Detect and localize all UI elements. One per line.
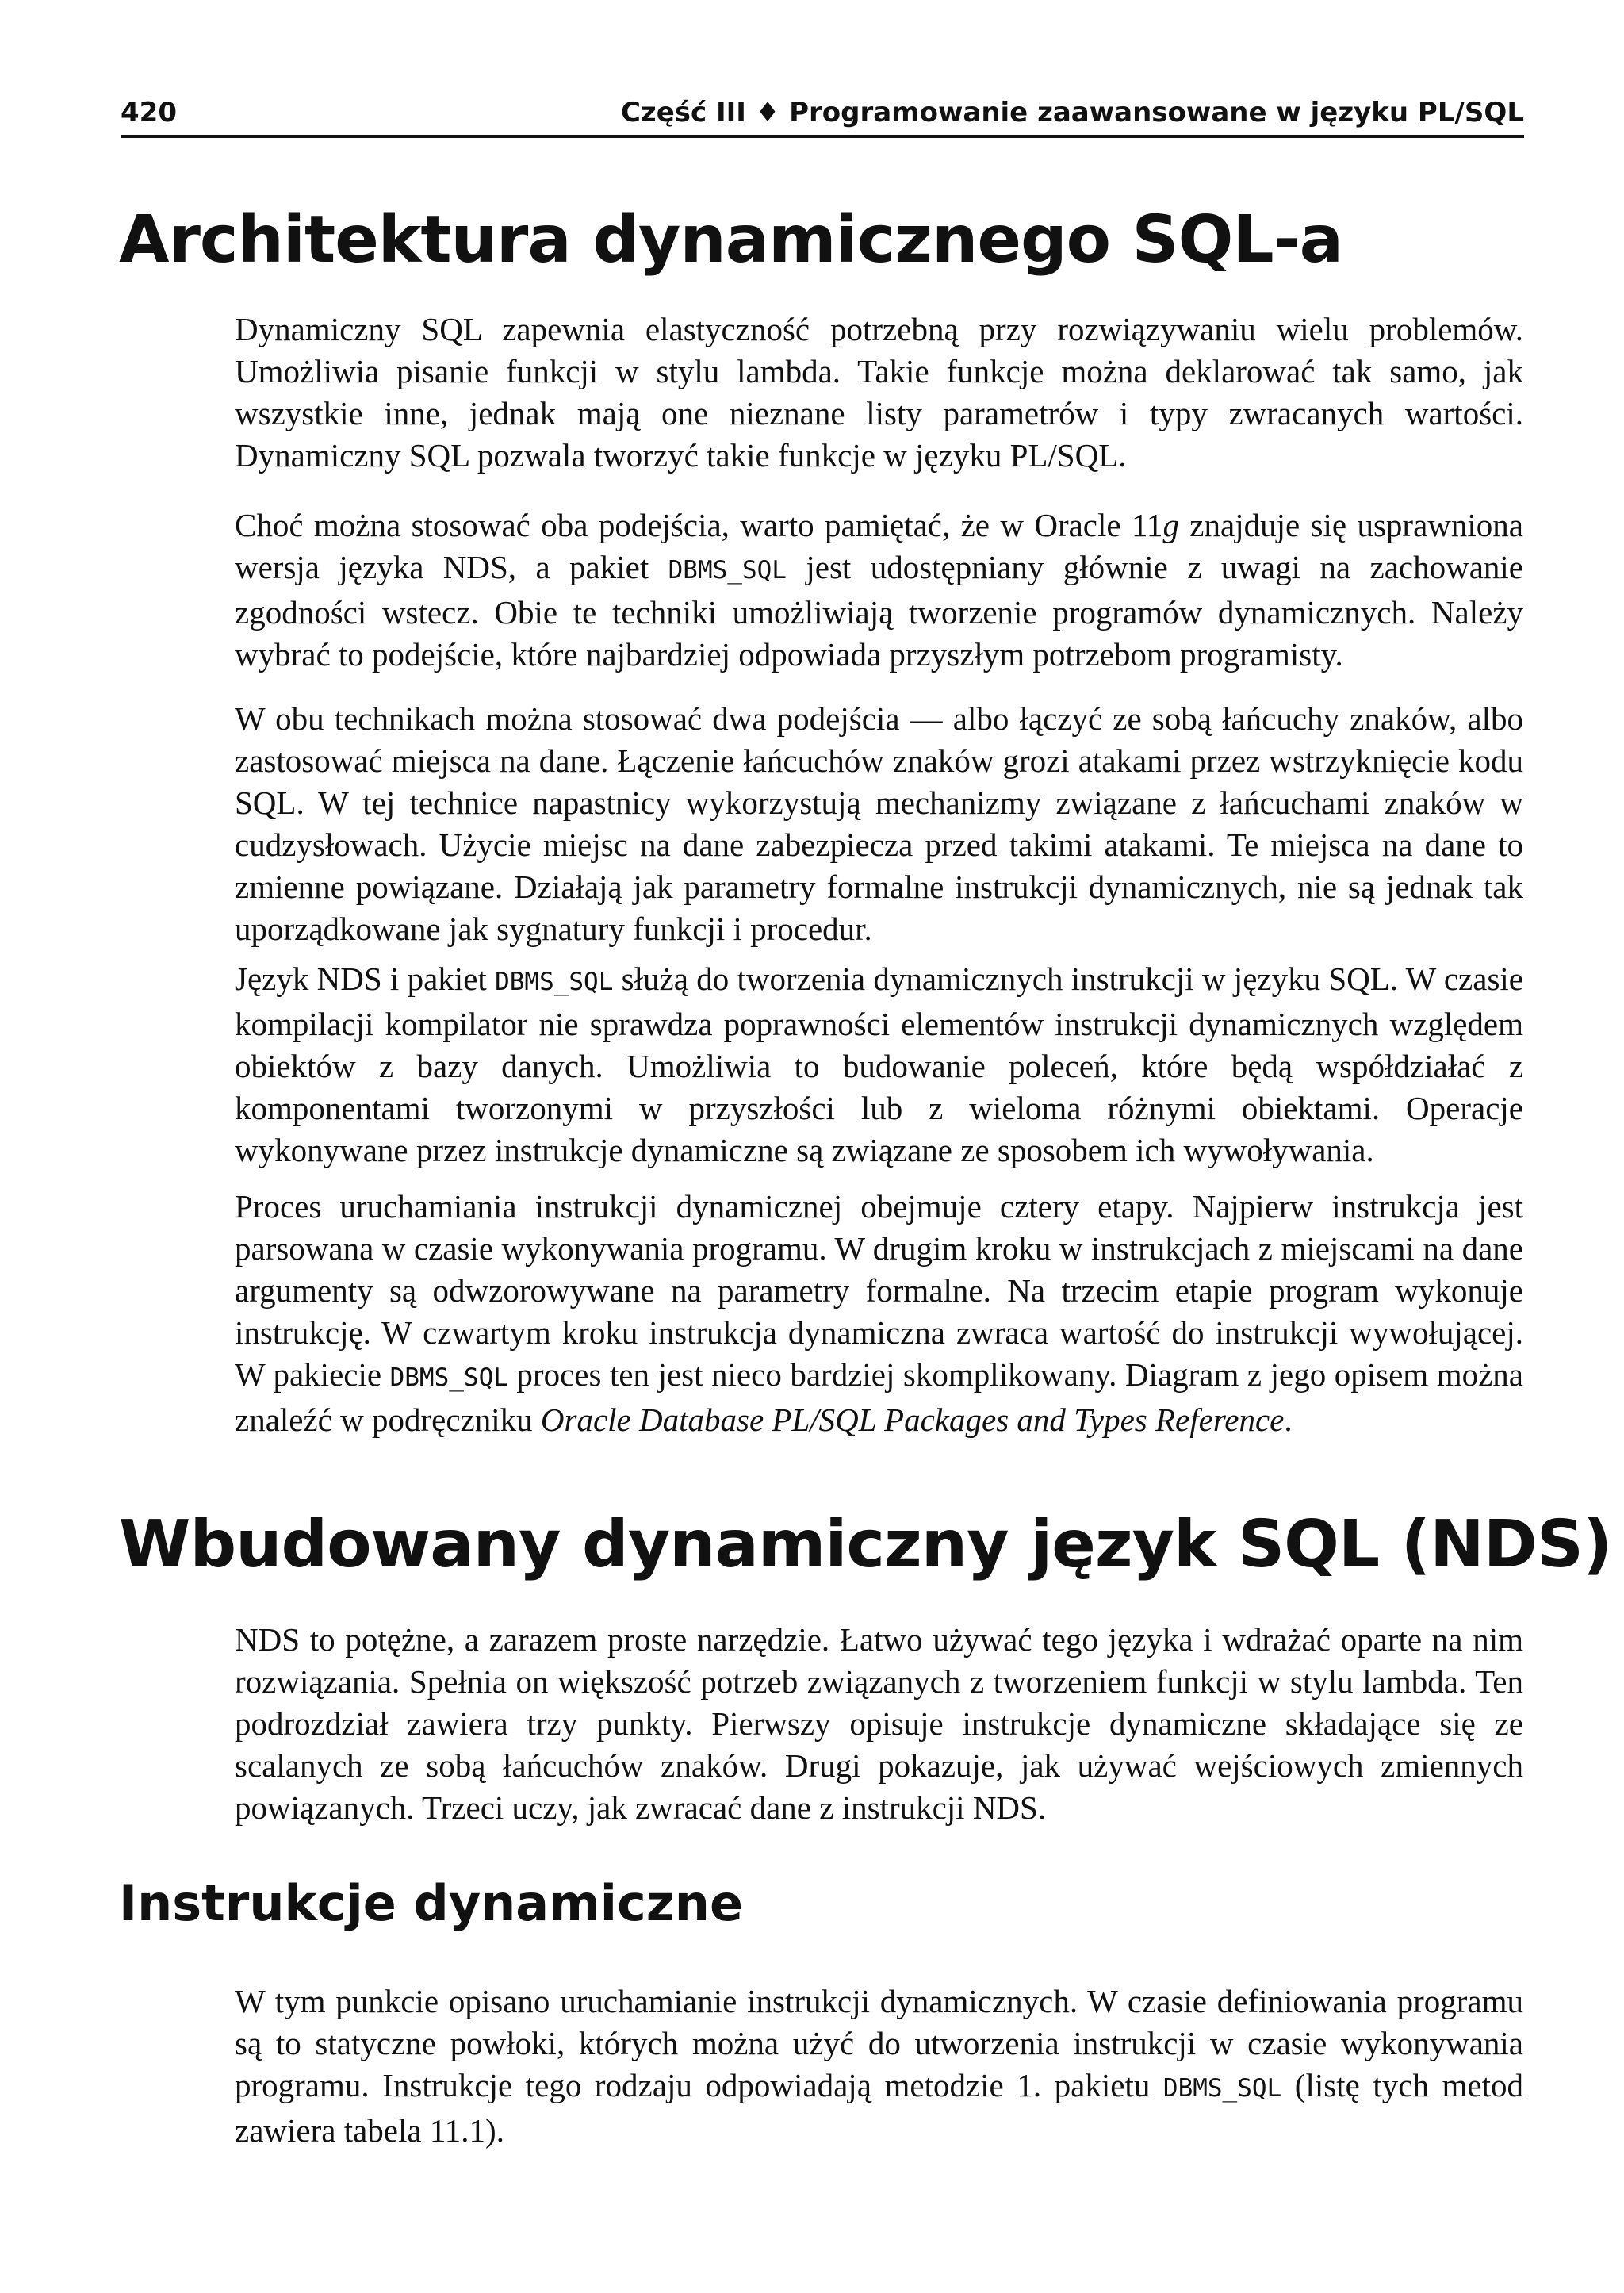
paragraph-process: Proces uruchamiania instrukcji dynamicznej obejmuje cztery etapy. Najpierw instrukcja jest parsowana w czasie wykonywania programu. W drugim kroku w instrukcjach z miejscami na dane argumenty są odwzorowywane na parametry formalne. Na trzecim etapie program wykonuje instrukcję. W czwartym kroku instrukcja dynamiczna zwraca wartość do instrukcji wywołującej. W pakiecie DBMS_SQL proces ten jest nieco bardziej skomplikowany. Diagram z jego opisem można znaleźć w podręczniku Oracle Database PL/SQL Packages and Types Reference. <box>235 1188 1523 1438</box>
code-dbms-sql: DBMS_SQL <box>668 556 787 585</box>
running-title: Część III ♦ Programowanie zaawansowane w języku PL/SQL <box>620 97 1524 128</box>
book-title: Oracle Database PL/SQL Packages and Types Reference <box>540 1401 1285 1438</box>
code-dbms-sql: DBMS_SQL <box>389 1363 508 1392</box>
heading-nds: Wbudowany dynamiczny język SQL (NDS) <box>119 1507 1612 1582</box>
paragraph-approaches: Choć można stosować oba podejścia, warto pamiętać, że w Oracle 11g znajduje się usprawniona wersja języka NDS, a pakiet DBMS_SQL jest udostępniany głównie z uwagi na zachowanie zgodności wstecz. Obie te techniki umożliwiają tworzenie programów dynamicznych. Należy wybrać to podejście, które najbardziej odpowiada przyszłym potrzebom programisty. <box>235 507 1523 673</box>
code-dbms-sql: DBMS_SQL <box>495 968 614 996</box>
code-dbms-sql: DBMS_SQL <box>1162 2074 1282 2103</box>
heading-architektura: Architektura dynamicznego SQL-a <box>119 202 1342 278</box>
page-number: 420 <box>121 97 177 128</box>
paragraph-placeholders: W obu technikach można stosować dwa podejścia — albo łączyć ze sobą łańcuchy znaków, albo zastosować miejsca na dane. Łączenie łańcuchów znaków grozi atakami przez wstrzyknięcie kodu SQL. W tej technice napastnicy wykorzystują mechanizmy związane z łańcuchami znaków w cudzysłowach. Użycie miejsc na dane zabezpiecza przed takimi atakami. Te miejsca na dane to zmienne powiązane. Działają jak parametry formalne instrukcji dynamicznych, nie są jednak tak uporządkowane jak sygnatury funkcji i procedur. <box>235 700 1523 947</box>
paragraph-nds-package: Język NDS i pakiet DBMS_SQL służą do tworzenia dynamicznych instrukcji w języku SQL. W czasie kompilacji kompilator nie sprawdza poprawności elementów instrukcji dynamicznych względem obiektów z bazy danych. Umożliwia to budowanie poleceń, które będą współdziałać z komponentami tworzonymi w przyszłości lub z wieloma różnymi obiektami. Operacje wykonywane przez instrukcje dynamiczne są związane ze sposobem ich wywoływania. <box>235 961 1523 1168</box>
running-header <box>121 97 1524 138</box>
paragraph-dynamic-statements: W tym punkcie opisano uruchamianie instrukcji dynamicznych. W czasie definiowania programu są to statyczne powłoki, których można użyć do utworzenia instrukcji w czasie wykonywania programu. Instrukcje tego rodzaju odpowiadają metodzie 1. pakietu DBMS_SQL (listę tych metod zawiera tabela 11.1). <box>235 1983 1523 2149</box>
paragraph-nds-intro: NDS to potężne, a zarazem proste narzędzie. Łatwo używać tego języka i wdrażać oparte na nim rozwiązania. Spełnia on większość potrzeb związanych z tworzeniem funkcji w stylu lambda. Ten podrozdział zawiera trzy punkty. Pierwszy opisuje instrukcje dynamiczne składające się ze scalanych ze sobą łańcuchów znaków. Drugi pokazuje, jak używać wejściowych zmiennych powiązanych. Trzeci uczy, jak zwracać dane z instrukcji NDS. <box>235 1621 1523 1826</box>
heading-instrukcje-dynamiczne: Instrukcje dynamiczne <box>119 1874 743 1932</box>
paragraph-intro: Dynamiczny SQL zapewnia elastyczność potrzebną przy rozwiązywaniu wielu problemów. Umożliwia pisanie funkcji w stylu lambda. Takie funkcje można deklarować tak samo, jak wszystkie inne, jednak mają one nieznane listy parametrów i typy zwracanych wartości. Dynamiczny SQL pozwala tworzyć takie funkcje w języku PL/SQL. <box>235 311 1523 474</box>
